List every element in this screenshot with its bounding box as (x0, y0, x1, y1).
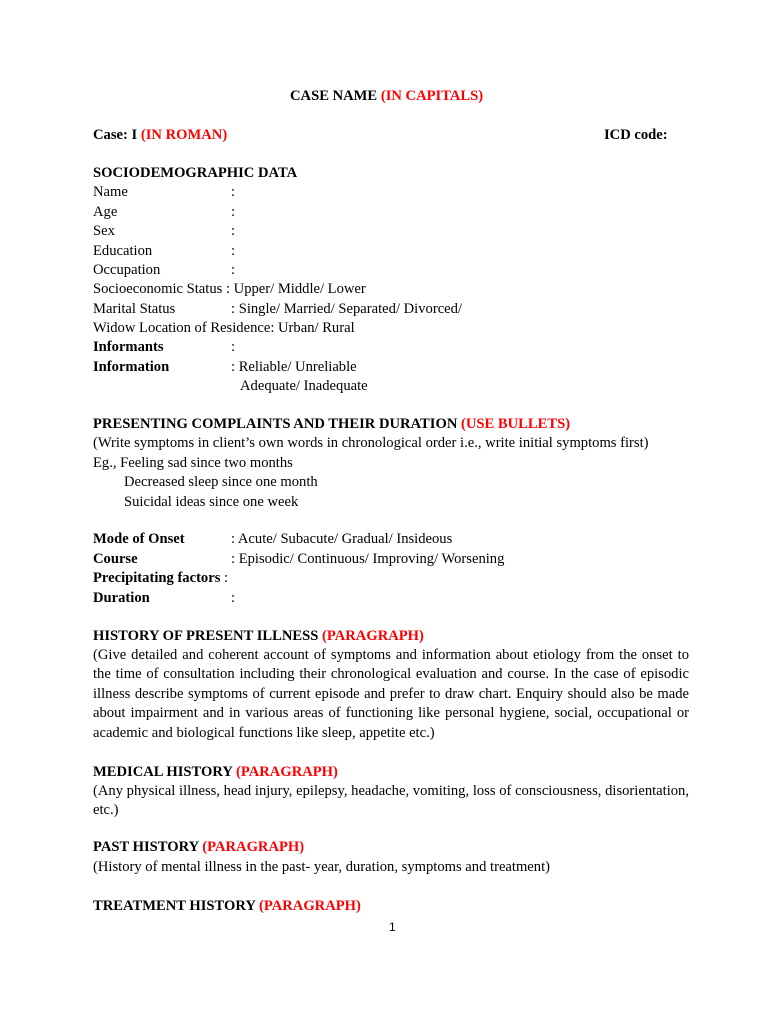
field-sex (93, 222, 235, 241)
field-colon: : (231, 243, 236, 259)
field-value: : Acute/ Subacute/ Gradual/ Insideous (231, 531, 453, 547)
medical-paragraph: (Any physical illness, head injury, epilepsy, headache, vomiting, loss of consciousness, disorientation, etc.) (93, 783, 689, 819)
field-label: Mode of Onset (93, 531, 185, 547)
complaints-heading (93, 415, 570, 434)
field-label: Information (93, 359, 170, 375)
field-colon: : (231, 184, 236, 200)
field-label: Informants (93, 339, 164, 355)
field-colon: : (231, 339, 236, 355)
field-value: : (224, 570, 229, 586)
complaints-example: Eg., Feeling sad since two months (93, 455, 293, 471)
complaints-example: Suicidal ideas since one week (124, 494, 299, 510)
field-age (93, 203, 235, 222)
complaints-heading-note: (USE BULLETS) (461, 416, 571, 432)
field-label: Occupation (93, 262, 161, 278)
field-label: Age (93, 204, 118, 220)
medical-heading-text: MEDICAL HISTORY (93, 764, 233, 780)
field-duration (93, 589, 235, 608)
hpi-paragraph: (Give detailed and coherent account of symptoms and information about etiology from the onset to the time of consultation including their chronological evaluation and course. In the case of episodic illness describe symptoms of current episode and prefer to draw chart. Enquiry should also be made about impairment and in various areas of functioning like personal hygiene, social, occupational or academic and biological functions like sleep, appetite etc.) (93, 647, 689, 741)
field-widow-residence: Widow Location of Residence: Urban/ Rural (93, 320, 355, 336)
medical-heading (93, 763, 338, 782)
medical-heading-note: (PARAGRAPH) (236, 764, 338, 780)
complaints-instruction: (Write symptoms in client’s own words in chronological order i.e., write initial symptoms first) (93, 435, 649, 451)
field-information-value2: Adequate/ Inadequate (240, 378, 368, 394)
field-information (93, 358, 357, 377)
field-label: Name (93, 184, 128, 200)
field-colon: : (231, 262, 236, 278)
field-marital (93, 300, 462, 319)
field-education (93, 242, 235, 261)
field-value: : (231, 590, 236, 606)
field-label: Duration (93, 590, 150, 606)
field-value: : Episodic/ Continuous/ Improving/ Worsening (231, 551, 505, 567)
hpi-heading-note: (PARAGRAPH) (322, 628, 424, 644)
hpi-heading-text: HISTORY OF PRESENT ILLNESS (93, 628, 319, 644)
field-label: Course (93, 551, 138, 567)
case-number (93, 126, 227, 145)
socio-heading: SOCIODEMOGRAPHIC DATA (93, 165, 298, 181)
icd-code-label: ICD code: (604, 127, 668, 143)
complaints-example: Decreased sleep since one month (124, 474, 318, 490)
field-label: Marital Status (93, 301, 176, 317)
case-title-note: (IN CAPITALS) (380, 88, 484, 104)
treatment-heading (93, 897, 361, 916)
field-colon: : (231, 223, 236, 239)
field-label: Sex (93, 223, 115, 239)
past-heading-note: (PARAGRAPH) (202, 839, 305, 855)
page-number: 1 (389, 920, 396, 934)
hpi-heading (93, 627, 424, 646)
past-heading (93, 838, 304, 857)
field-colon: : (231, 204, 236, 220)
past-paragraph: (History of mental illness in the past- year, duration, symptoms and treatment) (93, 859, 550, 875)
field-ses: Socioeconomic Status : Upper/ Middle/ Lower (93, 281, 366, 297)
field-occupation (93, 261, 235, 280)
case-number-label: Case: I (93, 127, 138, 143)
treatment-heading-note: (PARAGRAPH) (259, 898, 361, 914)
field-precipitating-factors (93, 569, 228, 588)
field-label: Precipitating factors (93, 570, 221, 586)
field-value: : Reliable/ Unreliable (231, 359, 357, 375)
case-title-text: CASE NAME (290, 88, 378, 104)
case-title (290, 87, 483, 106)
case-number-note: (IN ROMAN) (140, 127, 228, 143)
field-mode-of-onset (93, 530, 452, 549)
past-heading-text: PAST HISTORY (93, 839, 199, 855)
field-value: : Single/ Married/ Separated/ Divorced/ (231, 301, 462, 317)
complaints-heading-text: PRESENTING COMPLAINTS AND THEIR DURATION (93, 416, 458, 432)
field-informants (93, 338, 235, 357)
treatment-heading-text: TREATMENT HISTORY (93, 898, 256, 914)
field-course (93, 550, 504, 569)
field-label: Education (93, 243, 153, 259)
field-name (93, 183, 235, 202)
